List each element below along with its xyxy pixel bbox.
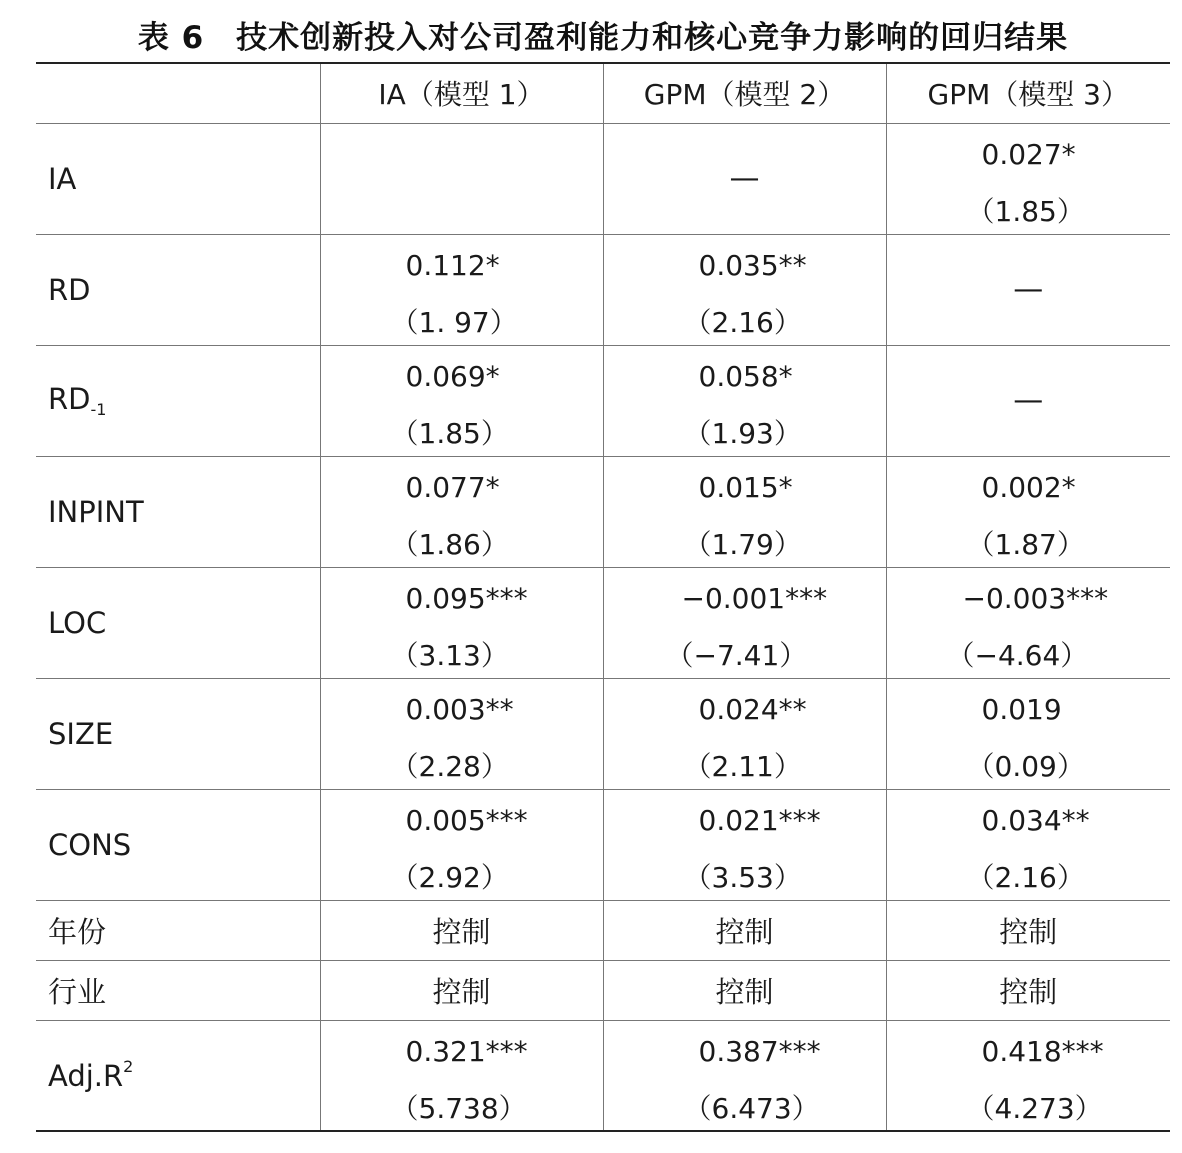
coefficient-value: 0.112* [405, 248, 500, 282]
t-statistic: （2.28） [390, 749, 509, 783]
coefficient-cell [886, 456, 1170, 567]
t-statistic: （1.93） [683, 416, 802, 450]
variable-label: INPINT [48, 494, 144, 529]
coefficient-cell [603, 678, 886, 789]
coefficient-value: 0.095*** [405, 581, 528, 615]
coefficient-cell [603, 234, 886, 345]
table-row [36, 567, 1170, 678]
table-row [36, 345, 1170, 456]
t-statistic: （2.16） [683, 305, 802, 339]
variable-superscript: 2 [123, 1057, 134, 1077]
variable-name [36, 345, 320, 456]
coefficient-cell [603, 1020, 886, 1131]
table-title: 表 6 技术创新投入对公司盈利能力和核心竞争力影响的回归结果 [137, 20, 1069, 56]
coefficient-cell [886, 567, 1170, 678]
coefficient-cell [320, 234, 603, 345]
header-empty [36, 63, 320, 123]
coefficient-cell [603, 456, 886, 567]
table-row [36, 456, 1170, 567]
empty-cell [320, 123, 603, 234]
t-statistic: （−4.64） [946, 638, 1089, 672]
coefficient-value: 0.034** [981, 803, 1090, 837]
t-statistic: （0.09） [966, 749, 1085, 783]
coefficient-value: 0.021*** [698, 803, 821, 837]
coefficient-value: 0.387*** [698, 1034, 821, 1068]
table-row [36, 123, 1170, 234]
coefficient-value: 0.019 [981, 692, 1062, 726]
t-statistic: （−7.41） [665, 638, 808, 672]
coefficient-cell [886, 1020, 1170, 1131]
regression-table [36, 62, 1170, 1132]
coefficient-cell [320, 567, 603, 678]
t-statistic: （5.738） [390, 1091, 527, 1125]
control-cell: 控制 [320, 960, 603, 1020]
control-cell: 控制 [886, 960, 1170, 1020]
header-model-1: IA（模型 1） [320, 63, 603, 123]
control-row [36, 960, 1170, 1020]
variable-name [36, 789, 320, 900]
variable-label: IA [48, 161, 77, 196]
variable-name [36, 1020, 320, 1131]
variable-name [36, 567, 320, 678]
header-model-3: GPM（模型 3） [886, 63, 1170, 123]
variable-subscript: -1 [90, 400, 107, 419]
table-row [36, 234, 1170, 345]
table-body [36, 123, 1170, 1131]
variable-name [36, 678, 320, 789]
variable-label: Adj.R [48, 1059, 124, 1094]
t-statistic: （2.16） [966, 860, 1085, 894]
t-statistic: （2.11） [683, 749, 802, 783]
coefficient-value: 0.321*** [405, 1034, 528, 1068]
coefficient-cell [886, 789, 1170, 900]
variable-label: SIZE [48, 716, 114, 751]
coefficient-cell [603, 789, 886, 900]
coefficient-value: 0.002* [981, 470, 1076, 504]
control-cell: 控制 [886, 900, 1170, 960]
coefficient-cell [320, 789, 603, 900]
coefficient-value: 0.003** [405, 692, 514, 726]
control-cell: 控制 [320, 900, 603, 960]
coefficient-cell [886, 678, 1170, 789]
t-statistic: （1. 97） [390, 305, 518, 339]
coefficient-cell [320, 1020, 603, 1131]
header-model-2: GPM（模型 2） [603, 63, 886, 123]
coefficient-value: 0.418*** [981, 1034, 1104, 1068]
t-statistic: （2.92） [390, 860, 509, 894]
t-statistic: （3.53） [683, 860, 802, 894]
coefficient-value: −0.001*** [681, 581, 828, 615]
table-row [36, 789, 1170, 900]
t-statistic: （1.79） [683, 527, 802, 561]
control-cell: 控制 [603, 960, 886, 1020]
variable-label: RD [48, 382, 91, 416]
t-statistic: （1.85） [390, 416, 509, 450]
control-row [36, 900, 1170, 960]
t-statistic: （1.85） [966, 194, 1085, 228]
dash-cell: — [886, 345, 1170, 456]
coefficient-cell [320, 456, 603, 567]
coefficient-value: 0.005*** [405, 803, 528, 837]
coefficient-cell [603, 345, 886, 456]
table-row [36, 678, 1170, 789]
t-statistic: （4.273） [966, 1091, 1103, 1125]
control-variable-name: 行业 [36, 960, 320, 1020]
t-statistic: （3.13） [390, 638, 509, 672]
coefficient-value: 0.015* [698, 470, 793, 504]
coefficient-value: 0.058* [698, 359, 793, 393]
adj-r2-row [36, 1020, 1170, 1131]
variable-name [36, 456, 320, 567]
header-row [36, 63, 1170, 123]
t-statistic: （1.86） [390, 527, 509, 561]
dash-cell: — [603, 123, 886, 234]
variable-name [36, 234, 320, 345]
variable-label: CONS [48, 827, 132, 862]
variable-label: RD [48, 272, 91, 307]
control-variable-name: 年份 [36, 900, 320, 960]
dash-cell: — [886, 234, 1170, 345]
coefficient-value: 0.077* [405, 470, 500, 504]
coefficient-cell [886, 123, 1170, 234]
coefficient-value: −0.003*** [962, 581, 1109, 615]
coefficient-cell [320, 678, 603, 789]
coefficient-value: 0.035** [698, 248, 807, 282]
variable-name [36, 123, 320, 234]
t-statistic: （6.473） [683, 1091, 820, 1125]
control-cell: 控制 [603, 900, 886, 960]
t-statistic: （1.87） [966, 527, 1085, 561]
coefficient-cell [603, 567, 886, 678]
coefficient-value: 0.024** [698, 692, 807, 726]
coefficient-value: 0.027* [981, 137, 1076, 171]
coefficient-cell [320, 345, 603, 456]
coefficient-value: 0.069* [405, 359, 500, 393]
variable-label: LOC [48, 605, 107, 640]
